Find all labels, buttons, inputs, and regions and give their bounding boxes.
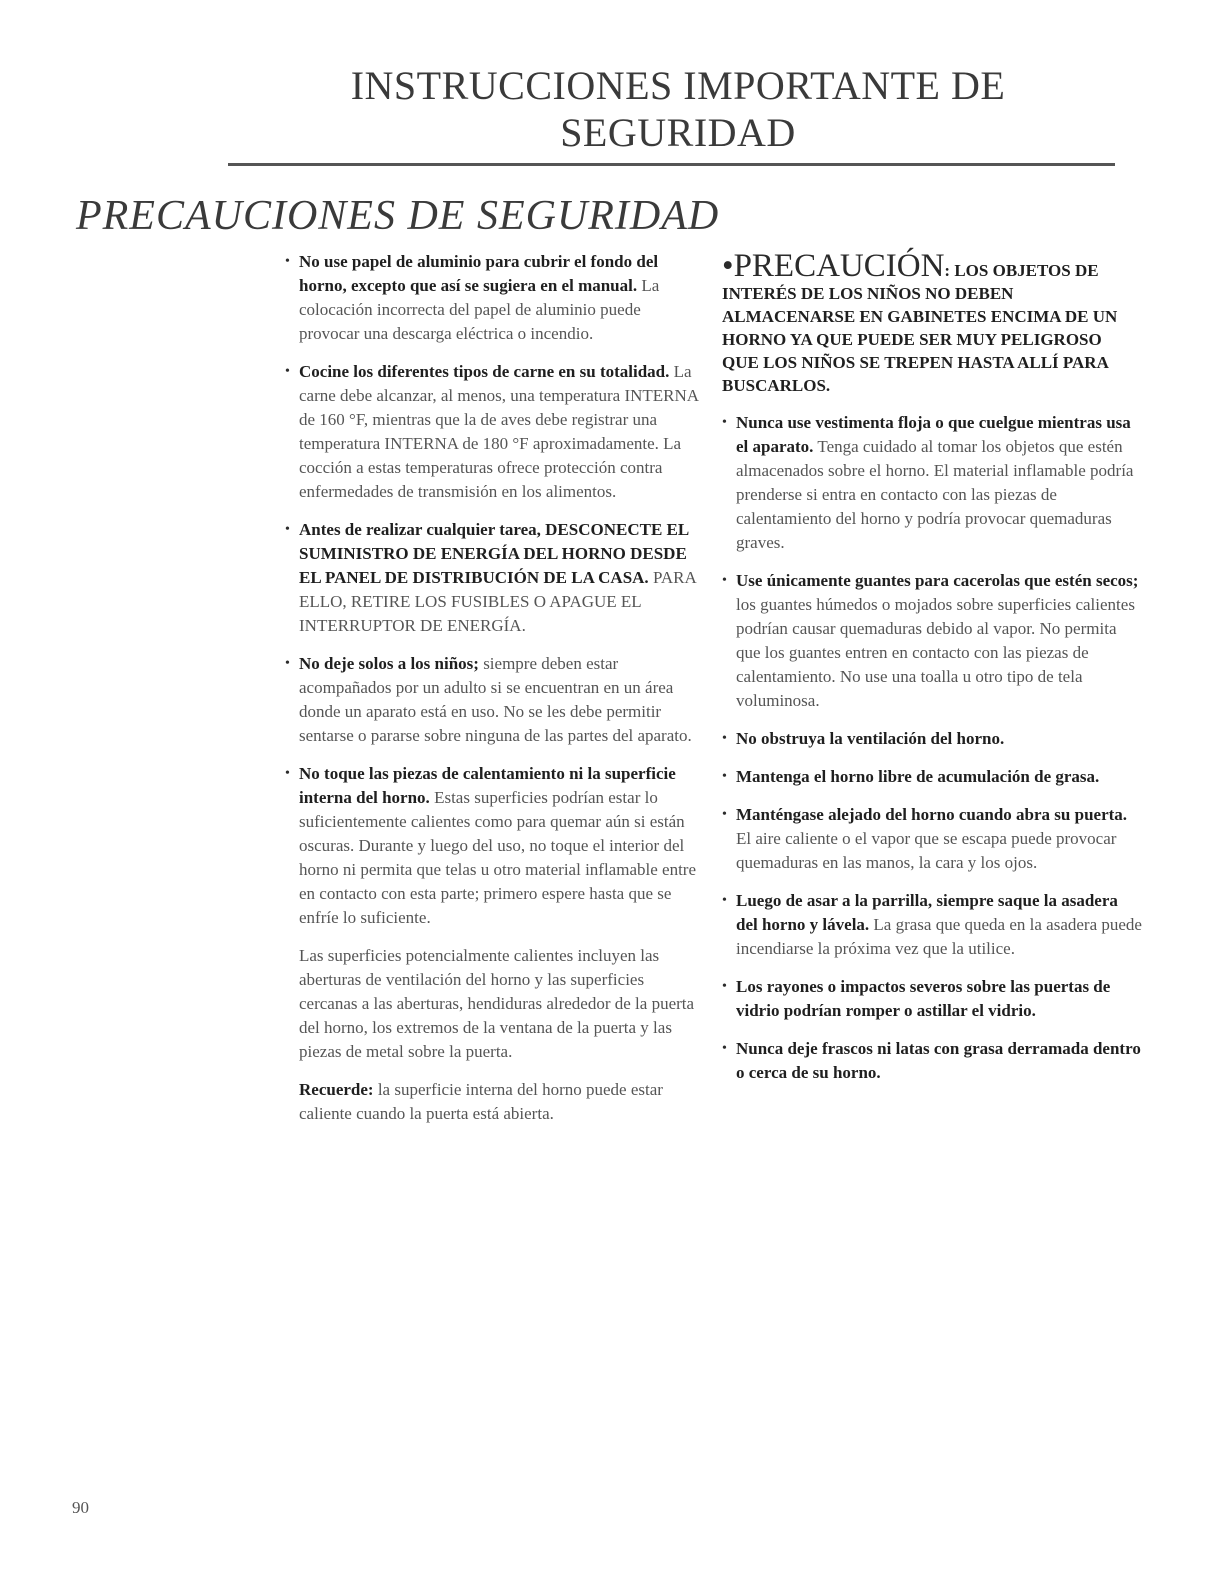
bullet-icon: • xyxy=(722,769,727,784)
bullet-icon: • xyxy=(285,766,290,781)
safety-item-grease-containers: • Nunca deje frascos ni latas con grasa derramada dentro o cerca de su horno. xyxy=(722,1039,1141,1082)
bullet-icon: • xyxy=(722,573,727,588)
safety-item-disconnect: • Antes de realizar cualquier tarea, DESCONECTE EL SUMINISTRO DE ENERGÍA DEL HORNO DESDE EL PANEL DE DISTRIBUCIÓN DE LA CASA. PARA ELLO, RETIRE LOS FUSIBLES O APAGUE EL INTERRUPTOR DE ENERGÍA. xyxy=(285,520,696,635)
left-column xyxy=(285,250,705,1140)
bullet-icon: • xyxy=(285,364,290,379)
bullet-icon: • xyxy=(722,1041,727,1056)
bullet-icon: • xyxy=(722,731,727,746)
safety-item-aluminum: • No use papel de aluminio para cubrir el fondo del horno, excepto que así se sugiera en el manual. La colocación incorrecta del papel de aluminio puede provocar una descarga eléctrica o incendio. xyxy=(285,252,660,343)
safety-item-door: • Manténgase alejado del horno cuando abra su puerta. El aire caliente o el vapor que se escapa puede provocar quemaduras en las manos, la cara y los ojos. xyxy=(722,805,1128,872)
remember-paragraph: Recuerde: la superficie interna del horno puede estar caliente cuando la puerta está abierta. xyxy=(299,1080,663,1123)
safety-item-meat: • Cocine los diferentes tipos de carne en su totalidad. La carne debe alcanzar, al menos, una temperatura INTERNA de 160 °F, mientras que la de aves debe registrar una temperatura INTERNA de 180 °F aproximadamente. La cocción a estas temperaturas ofrece protección contra enfermedades de transmisión en los alimentos. xyxy=(285,362,699,501)
bullet-icon: • xyxy=(722,893,727,908)
caution-bullet-icon: • xyxy=(722,248,734,284)
page-title: INSTRUCCIONES IMPORTANTE DE SEGURIDAD xyxy=(350,63,1006,155)
safety-item-children: • No deje solos a los niños; siempre deben estar acompañados por un adulto si se encuentran en un área donde un aparato está en uso. No se les debe permitir sentarse o pararse sobre ninguna de las partes del aparato. xyxy=(285,654,692,745)
section-title: PRECAUCIONES DE SEGURIDAD xyxy=(76,193,720,239)
bullet-icon: • xyxy=(285,656,290,671)
caution-text: : LOS OBJETOS DE INTERÉS DE LOS NIÑOS NO DEBEN ALMACENARSE EN GABINETES ENCIMA DE UN HORNO YA QUE PUEDE SER MUY PELIGROSO QUE LOS NIÑOS SE TREPEN HASTA ALLÍ PARA BUSCARLOS. xyxy=(722,261,1118,395)
bullet-icon: • xyxy=(722,415,727,430)
safety-item-grease: • Mantenga el horno libre de acumulación de grasa. xyxy=(722,765,1142,789)
safety-item-clothing: • Nunca use vestimenta floja o que cuelgue mientras usa el aparato. Tenga cuidado al tomar los objetos que estén almacenados sobre el horno. El material inflamable podría prenderse si entra en contacto con las piezas de calentamiento del horno y podría provocar quemaduras graves. xyxy=(722,413,1134,552)
page-number: 90 xyxy=(72,1498,89,1517)
bullet-icon: • xyxy=(285,254,290,269)
safety-item-heating-elements: • No toque las piezas de calentamiento ni la superficie interna del horno. Estas superficies podrían estar lo suficientemente calientes como para quemar aún si están oscuras. Durante y luego del uso, no toque el interior del horno ni permita que telas u otro material inflamable entre en contacto con esta parte; primero espere hasta que se enfríe lo suficiente. xyxy=(285,764,696,927)
header-rule xyxy=(228,163,1115,166)
bullet-icon: • xyxy=(285,522,290,537)
bullet-icon: • xyxy=(722,979,727,994)
caution-heading: PRECAUCIÓN xyxy=(733,248,945,284)
safety-item-ventilation: • No obstruya la ventilación del horno. xyxy=(722,727,1142,751)
safety-item-potholders: • Use únicamente guantes para cacerolas que estén secos; los guantes húmedos o mojados sobre superficies calientes podrían causar quemaduras debido al vapor. No permita que los guantes entren en contacto con las piezas de calentamiento. No use una toalla u otro tipo de tela voluminosa. xyxy=(722,571,1139,710)
bullet-icon: • xyxy=(722,807,727,822)
caution-notice xyxy=(722,248,1142,397)
right-column xyxy=(722,248,1142,1099)
safety-item-glass: • Los rayones o impactos severos sobre las puertas de vidrio podrían romper o astillar el vidrio. xyxy=(722,977,1111,1020)
hot-surfaces-paragraph: Las superficies potencialmente calientes incluyen las aberturas de ventilación del horno y las superficies cercanas a las aberturas, hendiduras alrededor de la puerta del horno, los extremos de la ventana de la puerta y las piezas de metal sobre la puerta. xyxy=(299,946,695,1061)
safety-item-broiler-pan: • Luego de asar a la parrilla, siempre saque la asadera del horno y lávela. La grasa que queda en la asadera puede incendiarse la próxima vez que la utilice. xyxy=(722,891,1142,958)
